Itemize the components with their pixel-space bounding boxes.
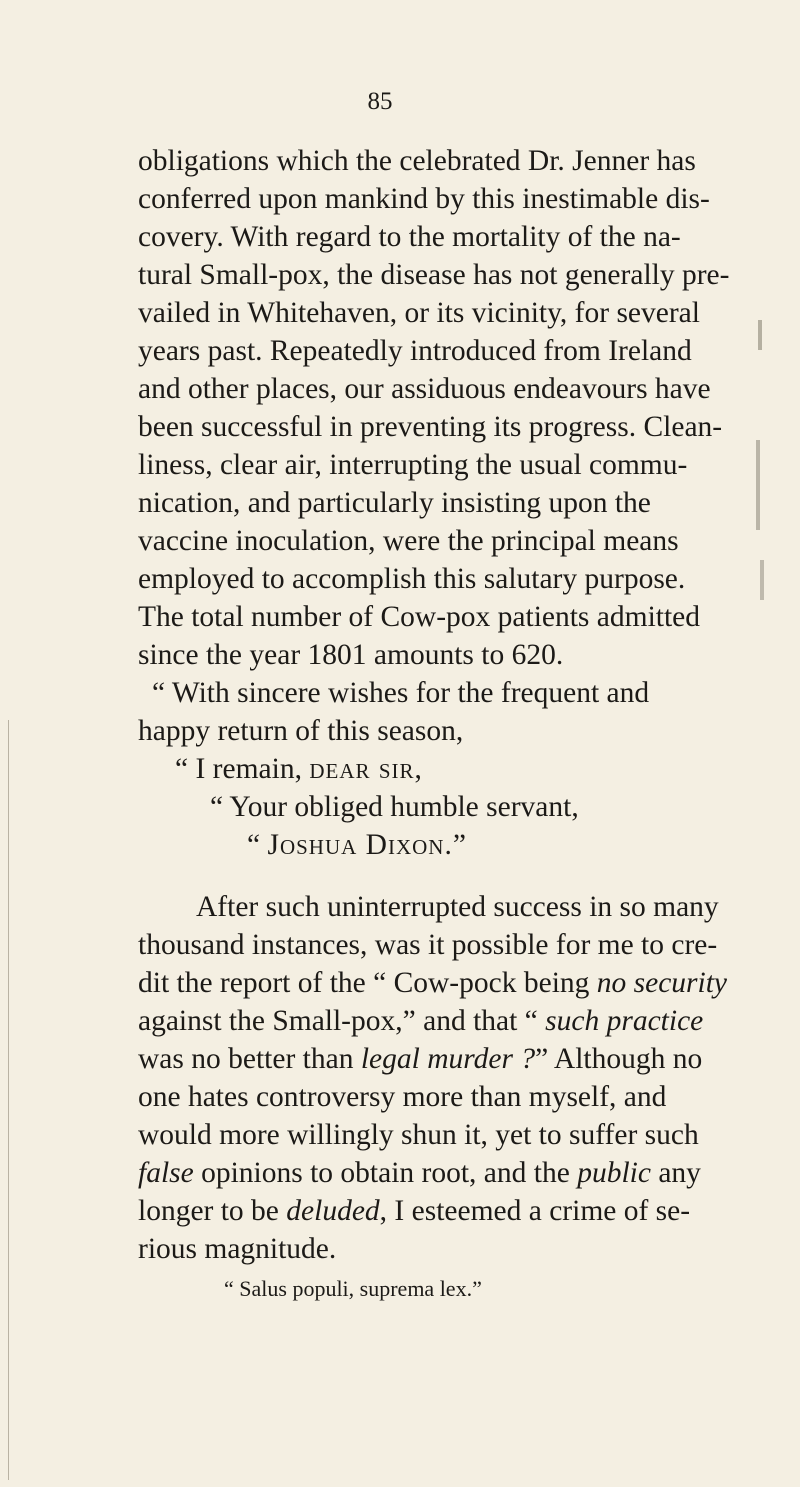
text-line: one hates controversy more than myself, and [138, 1081, 667, 1113]
text-line: years past. Repeatedly introduced from Ireland [138, 335, 692, 367]
text-run: against the Small-pox,” and that “ [138, 1005, 546, 1037]
signature-open-quote: “ [247, 829, 268, 861]
text-line: happy return of this season, [138, 715, 464, 747]
closing-servant: “ Your obliged humble servant, [210, 791, 579, 823]
italic-run: such practice [545, 1005, 704, 1037]
closing-salutation: dear sir, [309, 753, 423, 785]
margin-smudge [760, 560, 764, 600]
text-line: employed to accomplish this salutary purpose. [138, 563, 686, 595]
text-line [138, 1002, 703, 1040]
text-line [138, 1154, 701, 1192]
text-line: tural Small-pox, the disease has not generally pre- [138, 259, 730, 291]
text-line: conferred upon mankind by this inestimable dis- [138, 183, 710, 215]
text-line [138, 964, 727, 1002]
text-line: rious magnitude. [138, 1233, 337, 1265]
text-run: longer to be [138, 1195, 287, 1227]
text-line: After such uninterrupted success in so many [196, 891, 719, 923]
text-line: vaccine inoculation, were the principal means [138, 525, 679, 557]
text-line: thousand instances, was it possible for me to cre- [138, 929, 718, 961]
text-line: liness, clear air, interrupting the usual commu- [138, 449, 688, 481]
italic-run: false [138, 1157, 194, 1189]
text-line: The total number of Cow-pox patients admitted [138, 601, 701, 633]
motto: “ Salus populi, suprema lex.” [224, 1276, 482, 1301]
text-run: ” Although no [535, 1043, 703, 1075]
signature-close-quote: ” [452, 829, 466, 861]
text-line: vailed in Whitehaven, or its vicinity, for several [138, 297, 700, 329]
margin-smudge [758, 320, 762, 350]
text-run: dit the report of the “ Cow-pock being [138, 967, 597, 999]
signature: Joshua Dixon. [267, 829, 453, 861]
text-line [138, 1040, 702, 1078]
text-line: been successful in preventing its progress. Clean- [138, 411, 723, 443]
text-run: was no better than [138, 1043, 361, 1075]
signature-line [247, 826, 466, 864]
text-line [138, 1192, 690, 1230]
text-run: opinions to obtain root, and the [193, 1157, 578, 1189]
italic-run: deluded [286, 1195, 380, 1227]
italic-run: legal murder ? [360, 1043, 536, 1075]
text-line: obligations which the celebrated Dr. Jenner has [138, 145, 696, 177]
page-edge [8, 720, 9, 1480]
closing-remain [175, 750, 423, 788]
text-line: since the year 1801 amounts to 620. [138, 639, 564, 671]
text-run: , I esteemed a crime of se- [379, 1195, 691, 1227]
text-run: any [650, 1157, 701, 1189]
closing-remain-text: “ I remain, [175, 753, 302, 785]
italic-run: public [577, 1157, 651, 1189]
margin-smudge [756, 440, 760, 530]
text-line: covery. With regard to the mortality of the na- [138, 221, 681, 253]
page-number: 85 [367, 88, 393, 115]
text-line: nication, and particularly insisting upon the [138, 487, 651, 519]
text-line: would more willingly shun it, yet to suffer such [138, 1119, 699, 1151]
text-line: and other places, our assiduous endeavours have [138, 373, 711, 405]
italic-run: no security [596, 967, 728, 999]
text-line: “ With sincere wishes for the frequent and [152, 677, 650, 709]
